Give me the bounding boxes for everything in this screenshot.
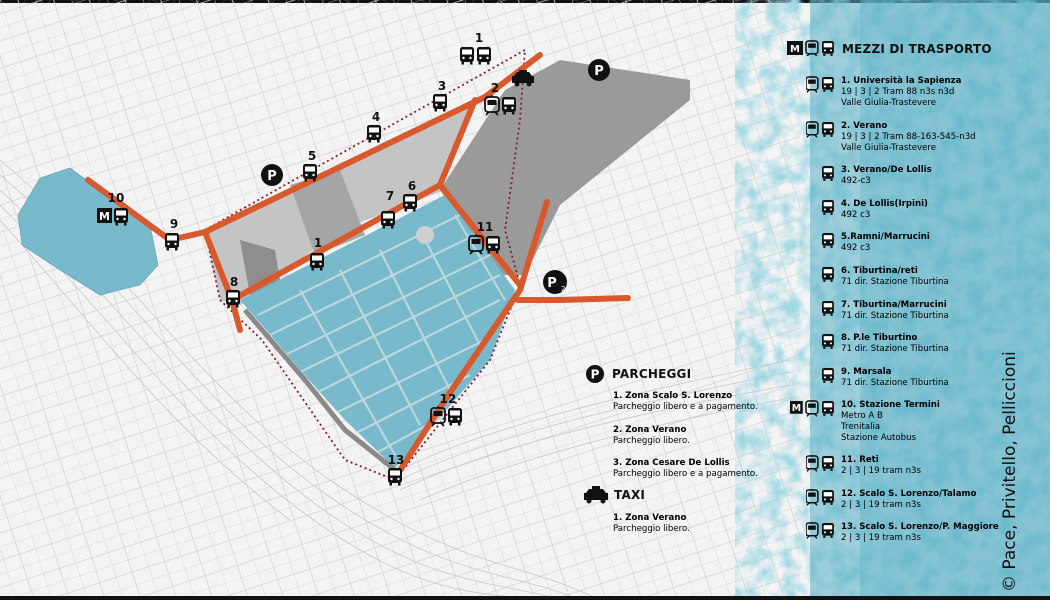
stop-number: 7 <box>385 189 395 203</box>
bus-icon <box>822 122 834 137</box>
transport-entry-name: 12. Scalo S. Lorenzo/Talamo <box>841 489 977 499</box>
copyright-credit: © Pace, Privitello, Pelliccioni <box>1000 351 1020 592</box>
taxi-icon <box>583 486 609 504</box>
svg-text:P: P <box>594 64 604 79</box>
stop-number: 1 <box>474 31 484 45</box>
transport-entry-line: Stazione Autobus <box>841 433 917 443</box>
stop-number: 5 <box>307 149 317 163</box>
parking-marker-2-sub: 2 <box>561 285 566 293</box>
parking-icon <box>585 364 605 384</box>
bus-icon <box>388 468 402 486</box>
tram-icon <box>806 40 818 56</box>
stop-number: 11 <box>476 220 494 234</box>
bus-icon <box>448 408 462 426</box>
bus-icon <box>822 41 834 56</box>
transport-entry-line: 2 | 3 | 19 tram n3s <box>841 466 921 476</box>
parking-entry <box>613 391 758 413</box>
transport-entry-line: Metro A B <box>841 411 883 421</box>
svg-text:P: P <box>267 169 277 184</box>
transport-legend-title: MEZZI DI TRASPORTO <box>842 42 992 56</box>
bus-icon <box>822 301 834 316</box>
taxi-legend-title: TAXI <box>614 488 646 502</box>
transport-entry-icons <box>822 333 838 351</box>
transport-entry-icons <box>790 400 838 418</box>
tram-icon <box>806 76 818 92</box>
bus-icon <box>822 368 834 383</box>
parking-entry-name: 3. Zona Cesare De Lollis <box>613 458 730 468</box>
transport-entry-name: 13. Scalo S. Lorenzo/P. Maggiore <box>841 522 999 532</box>
stop-number: 3 <box>437 79 447 93</box>
stop-number: 2 <box>490 81 500 95</box>
transport-entry-icons <box>822 266 838 284</box>
bus-icon <box>822 490 834 505</box>
stop-number: 13 <box>387 453 405 467</box>
bus-icon <box>822 200 834 215</box>
parking-entry <box>613 458 758 480</box>
transport-entry-line: Valle Giulia-Trastevere <box>841 143 937 153</box>
parking-legend-title: PARCHEGGI <box>612 367 692 381</box>
transport-entry-line: Trenitalia <box>841 422 881 432</box>
bus-icon <box>822 267 834 282</box>
stop-number: 12 <box>439 392 457 406</box>
stop-number: 6 <box>407 179 417 193</box>
bus-icon <box>226 290 240 308</box>
transport-entry-line: 71 dir. Stazione Tiburtina <box>841 378 949 388</box>
transport-entry-line: 492-c3 <box>841 176 871 186</box>
stop-number: 1 <box>313 236 323 250</box>
transport-entry-icons <box>806 455 838 473</box>
transport-entry-name: 6. Tiburtina/reti <box>841 266 918 276</box>
transport-entry-line: 71 dir. Stazione Tiburtina <box>841 344 949 354</box>
svg-text:P: P <box>547 276 557 291</box>
transport-entry-icons <box>822 300 838 318</box>
bus-icon <box>822 233 834 248</box>
transport-entry-name: 10. Stazione Termini <box>841 400 940 410</box>
bus-icon <box>433 94 447 112</box>
transport-entry-icons <box>806 121 838 139</box>
bus-icon <box>310 253 324 271</box>
taxi-entry-name: 1. Zona Verano <box>613 513 687 523</box>
bus-icon <box>165 233 179 251</box>
transport-entry-line: 19 | 3 | 2 Tram 88 n3s n3d <box>841 87 955 97</box>
stop-number: 9 <box>169 217 179 231</box>
transport-entry-line: 2 | 3 | 19 tram n3s <box>841 533 921 543</box>
transport-entry-line: 71 dir. Stazione Tiburtina <box>841 277 949 287</box>
stop-number: 4 <box>371 110 381 124</box>
taxi-entry-detail: Parcheggio libero. <box>613 524 690 534</box>
transport-entry-name: 3. Verano/De Lollis <box>841 165 932 175</box>
svg-text:P: P <box>590 367 600 382</box>
transport-entry-icons <box>822 199 838 217</box>
bus-icon <box>822 334 834 349</box>
bus-icon <box>403 194 417 212</box>
tram-icon <box>806 121 818 137</box>
svg-text:M: M <box>99 210 110 223</box>
bus-icon <box>822 77 834 92</box>
transport-entry-icons <box>806 489 838 507</box>
bus-icon <box>303 164 317 182</box>
transport-entry-line: 492 c3 <box>841 243 871 253</box>
transport-entry-name: 5.Ramni/Marrucini <box>841 232 930 242</box>
transport-entry-name: 2. Verano <box>841 121 888 131</box>
transport-entry-name: 8. P.le Tiburtino <box>841 333 918 343</box>
parking-entry-name: 1. Zona Scalo S. Lorenzo <box>613 391 733 401</box>
stop-number: 10 <box>107 191 125 205</box>
transport-entry-icons <box>806 522 838 540</box>
transport-entry-name: 4. De Lollis(Irpini) <box>841 199 928 209</box>
bus-icon <box>822 456 834 471</box>
parking-entry-name: 2. Zona Verano <box>613 425 687 435</box>
transport-entry-line: 71 dir. Stazione Tiburtina <box>841 311 949 321</box>
parking-entry-detail: Parcheggio libero e a pagamento. <box>613 402 758 412</box>
transport-entry-line: 19 | 3 | 2 Tram 88-163-545-n3d <box>841 132 976 142</box>
svg-text:M: M <box>791 403 802 415</box>
bus-icon <box>486 236 500 254</box>
transport-entry-icons <box>806 76 838 94</box>
parking-marker-2 <box>543 270 567 294</box>
transport-entry-line: Valle Giulia-Trastevere <box>841 98 937 108</box>
bus-icon <box>460 47 474 65</box>
parking-entry <box>613 425 690 447</box>
tram-icon <box>806 400 818 416</box>
tram-icon <box>806 455 818 471</box>
transport-entry-name: 7. Tiburtina/Marrucini <box>841 300 947 310</box>
bottom-border <box>0 596 1050 600</box>
taxi-entry <box>613 513 690 535</box>
transport-entry-icons <box>822 165 838 183</box>
bus-icon <box>822 166 834 181</box>
transport-entry-name: 1. Università la Sapienza <box>841 76 962 86</box>
metro-icon <box>790 401 803 414</box>
transport-entry-name: 9. Marsala <box>841 367 892 377</box>
tram-icon <box>806 522 818 538</box>
transport-entry-name: 11. Reti <box>841 455 879 465</box>
bus-icon <box>367 125 381 143</box>
parking-marker-3 <box>588 59 610 81</box>
bus-icon <box>114 208 128 226</box>
bus-icon <box>477 47 491 65</box>
bus-icon <box>502 97 516 115</box>
stop-number: 8 <box>229 275 239 289</box>
parking-entry-detail: Parcheggio libero. <box>613 436 690 446</box>
transport-entry-line: 2 | 3 | 19 tram n3s <box>841 500 921 510</box>
parking-entry-detail: Parcheggio libero e a pagamento. <box>613 469 758 479</box>
transport-entry-line: 492 c3 <box>841 210 871 220</box>
svg-text:M: M <box>790 44 800 55</box>
tram-icon <box>806 489 818 505</box>
bus-icon <box>822 401 834 416</box>
metro-icon <box>97 208 112 223</box>
bus-icon <box>381 211 395 229</box>
parking-marker-1 <box>261 164 283 186</box>
transport-entry-icons <box>822 367 838 385</box>
transport-entry-icons <box>822 232 838 250</box>
transport-legend-icons <box>787 40 841 56</box>
bus-icon <box>822 523 834 538</box>
piazza-circle <box>416 226 434 244</box>
